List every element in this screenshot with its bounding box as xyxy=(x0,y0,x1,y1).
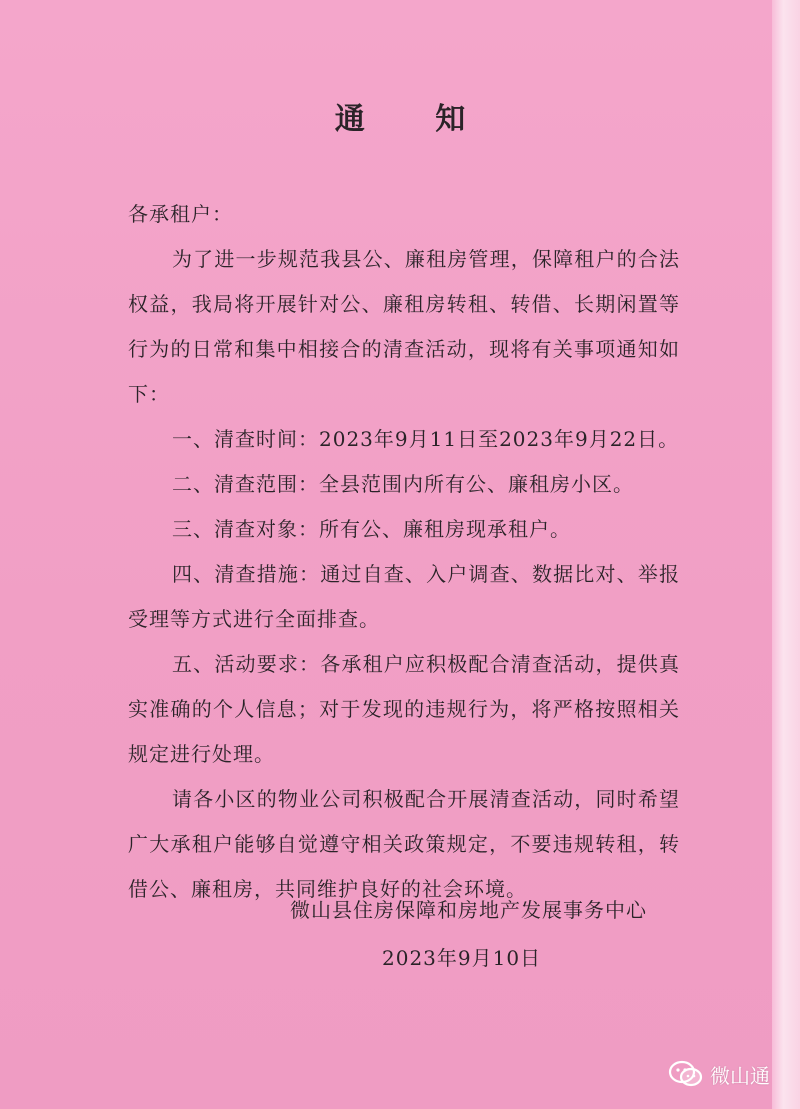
notice-title: 通 知 xyxy=(334,102,496,137)
watermark-label: 微山通 xyxy=(710,1063,770,1088)
wechat-channel-icon xyxy=(668,1059,704,1089)
channel-watermark xyxy=(668,1052,788,1096)
item-measures: 四、清查措施：通过自查、入户调查、数据比对、举报受理等方式进行全面排查。 xyxy=(128,562,680,631)
item-target: 三、清查对象：所有公、廉租房现承租户。 xyxy=(172,517,571,541)
closing-paragraph: 请各小区的物业公司积极配合开展清查活动，同时希望广大承租户能够自觉遵守相关政策规定，不要违规转租，转借公、廉租房，共同维护良好的社会环境。 xyxy=(128,787,680,901)
item-requirements: 五、活动要求：各承租户应积极配合清查活动，提供真实准确的个人信息；对于发现的违规行为，将严格按照相关规定进行处理。 xyxy=(128,652,680,766)
item-scope: 二、清查范围：全县范围内所有公、廉租房小区。 xyxy=(172,472,634,496)
notice-body xyxy=(128,192,680,912)
intro-paragraph: 为了进一步规范我县公、廉租房管理，保障租户的合法权益，我局将开展针对公、廉租房转租、转借、长期闲置等行为的日常和集中相接合的清查活动，现将有关事项通知如下： xyxy=(128,247,680,406)
paper-edge xyxy=(772,0,800,1109)
salutation: 各承租户： xyxy=(128,202,233,226)
item-time: 一、清查时间：2023年9月11日至2023年9月22日。 xyxy=(172,427,680,451)
signature-block xyxy=(290,886,690,982)
issuer-name: 微山县住房保障和房地产发展事务中心 xyxy=(290,898,647,922)
issue-date: 2023年9月10日 xyxy=(382,946,542,970)
